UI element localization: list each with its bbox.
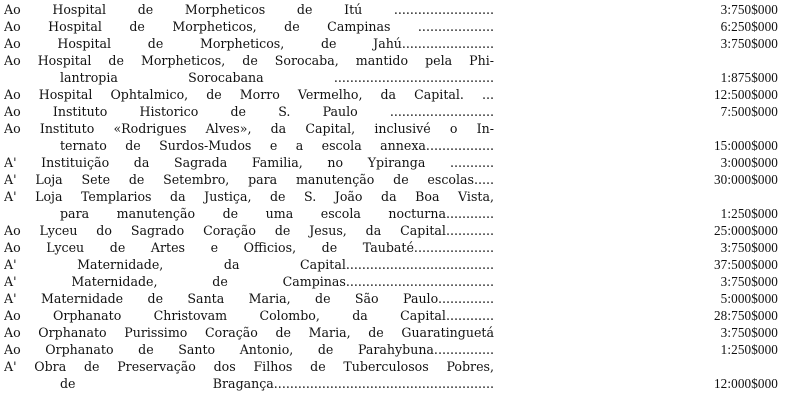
entry-description: Ao Instituto «Rodrigues Alves», da Capital, inclusivé o In- — [4, 121, 494, 136]
entry-description: Ao Hospital Ophtalmico, de Morro Vermelho, da Capital. ... — [4, 87, 494, 102]
list-item — [4, 188, 796, 205]
entry-description: Ao Orphanato Purissimo Coração de Maria, de Guaratinguetá — [4, 325, 494, 340]
entry-description: lantropia Sorocabana ........................................ — [60, 70, 494, 85]
list-item — [4, 171, 796, 188]
list-item — [4, 324, 796, 341]
list-item — [4, 341, 796, 358]
entry-description: Ao Orphanato de Santo Antonio, de Parahybuna............... — [4, 342, 494, 357]
list-item-continuation — [4, 69, 796, 86]
entry-description: Ao Hospital de Morpheticos, de Jahú....................... — [4, 36, 494, 51]
list-item — [4, 52, 796, 69]
entry-description: A' Maternidade, de Campinas..................................... — [4, 274, 494, 289]
entry-amount: 30:000$000 — [713, 172, 778, 187]
entry-amount: 3:750$000 — [720, 325, 778, 340]
list-item — [4, 307, 796, 324]
entry-description: A' Maternidade de Santa Maria, de São Paulo.............. — [4, 291, 494, 306]
list-item — [4, 1, 796, 18]
list-item — [4, 18, 796, 35]
entry-amount: 3:000$000 — [720, 155, 778, 170]
entry-amount: 3:750$000 — [720, 2, 778, 17]
entry-amount: 6:250$000 — [720, 19, 778, 34]
entry-description: A' Maternidade, da Capital..................................... — [4, 257, 494, 272]
entry-amount: 12:000$000 — [713, 376, 778, 391]
entry-amount: 15:000$000 — [713, 138, 778, 153]
list-item — [4, 273, 796, 290]
appropriations-list — [4, 1, 796, 392]
entry-amount: 25:000$000 — [713, 223, 778, 238]
entry-amount: 37:500$000 — [713, 257, 778, 272]
entry-amount: 1:875$000 — [720, 70, 778, 85]
entry-amount: 12:500$000 — [713, 87, 778, 102]
list-item — [4, 358, 796, 375]
entry-description: Ao Hospital de Morpheticos de Itú ......................... — [4, 2, 494, 17]
entry-description: A' Loja Sete de Setembro, para manutenção de escolas..... — [4, 172, 494, 187]
entry-description: para manutenção de uma escola nocturna............ — [60, 206, 494, 221]
list-item-continuation — [4, 205, 796, 222]
entry-amount: 3:750$000 — [720, 240, 778, 255]
entry-amount: 7:500$000 — [720, 104, 778, 119]
list-item — [4, 222, 796, 239]
entry-description: Ao Hospital de Morpheticos, de Campinas ................... — [4, 19, 494, 34]
entry-amount: 1:250$000 — [720, 206, 778, 221]
list-item-continuation — [4, 375, 796, 392]
entry-description: Ao Instituto Historico de S. Paulo .......................... — [4, 104, 494, 119]
entry-description: Ao Hospital de Morpheticos, de Sorocaba, mantido pela Phi- — [4, 53, 494, 68]
entry-amount: 28:750$000 — [713, 308, 778, 323]
entry-description: Ao Lyceu de Artes e Officios, de Taubaté.................... — [4, 240, 494, 255]
entry-description: Ao Orphanato Christovam Colombo, da Capital............ — [4, 308, 494, 323]
entry-description: ternato de Surdos-Mudos e a escola annexa................. — [60, 138, 494, 153]
list-item — [4, 120, 796, 137]
entry-amount: 3:750$000 — [720, 274, 778, 289]
list-item — [4, 256, 796, 273]
entry-description: de Bragança....................................................... — [60, 376, 494, 391]
list-item — [4, 239, 796, 256]
list-item — [4, 290, 796, 307]
list-item — [4, 103, 796, 120]
entry-amount: 3:750$000 — [720, 36, 778, 51]
entry-description: A' Obra de Preservação dos Filhos de Tuberculosos Pobres, — [4, 359, 494, 374]
list-item — [4, 35, 796, 52]
entry-description: Ao Lyceu do Sagrado Coração de Jesus, da Capital............ — [4, 223, 494, 238]
entry-description: A' Loja Templarios da Justiça, de S. João da Boa Vista, — [4, 189, 494, 204]
list-item — [4, 154, 796, 171]
entry-amount: 5:000$000 — [720, 291, 778, 306]
entry-description: A' Instituição da Sagrada Familia, no Ypiranga ........... — [4, 155, 494, 170]
list-item-continuation — [4, 137, 796, 154]
entry-amount: 1:250$000 — [720, 342, 778, 357]
list-item — [4, 86, 796, 103]
